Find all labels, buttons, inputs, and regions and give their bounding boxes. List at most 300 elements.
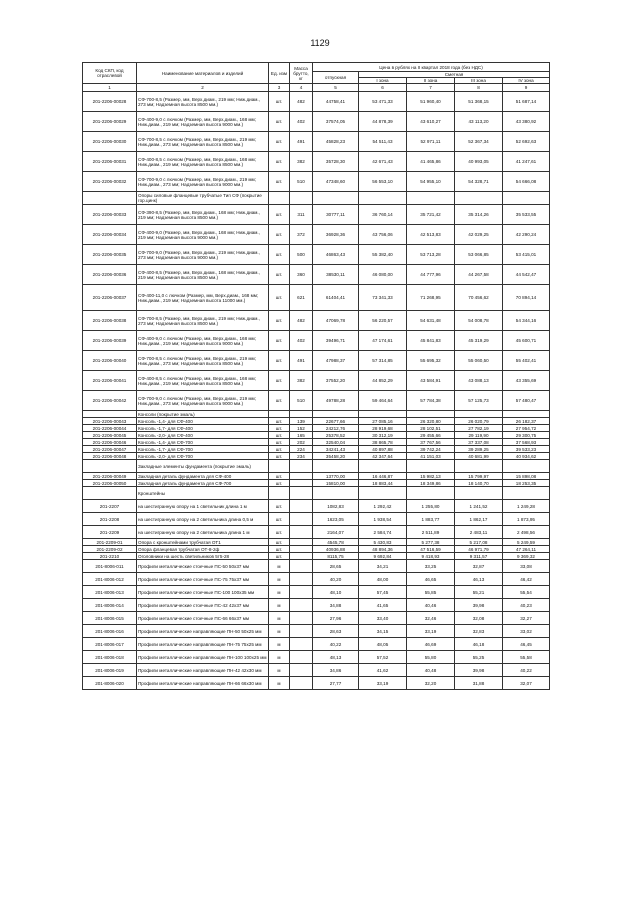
cell-release-price: 37574,05: [313, 112, 359, 132]
cell-unit: шт.: [269, 92, 290, 112]
cell-zone2-price: 54 955,10: [407, 172, 455, 192]
cell-mass: 482: [290, 92, 313, 112]
header-mass: Масса брутто, кг: [290, 63, 313, 84]
column-number: 3: [269, 84, 290, 92]
cell-mass: 402: [290, 331, 313, 351]
cell-zone4-price: 32,07: [503, 677, 550, 690]
table-row: [83, 586, 550, 599]
cell-zone2-price: 44 777,96: [407, 265, 455, 285]
cell-release-price: 40,20: [313, 573, 359, 586]
cell-zone4-price: 15 898,08: [503, 473, 550, 480]
cell-mass: [290, 500, 313, 513]
cell-zone4-price: 43 355,69: [503, 371, 550, 391]
table-row: [83, 192, 550, 205]
cell-zone2-price: 18 349,86: [407, 480, 455, 487]
cell-unit: шт.: [269, 371, 290, 391]
cell-release-price: 49788,28: [313, 391, 359, 411]
cell-zone3-price: 39,98: [455, 664, 503, 677]
cell-name: Консоли (покрытие эмаль): [137, 411, 269, 418]
cell-zone4-price: 27 954,72: [503, 425, 550, 432]
cell-code: 201-2206-00044: [83, 425, 137, 432]
cell-name: СФ-400-11,0 с лючком (Размер, мм, Верх.диам., 168 мм; Ниж.диам., 219 мм; Надземная высота 11000 мм.): [137, 285, 269, 311]
cell-name: СФ-400-8,5 (Размер, мм, Верх.диам., 168 мм; Ниж.диам., 219 мм; Надземная высота 8500 мм.): [137, 265, 269, 285]
table-row: [83, 285, 550, 311]
cell-zone2-price: 41 465,86: [407, 152, 455, 172]
table-row: [83, 432, 550, 439]
cell-mass: [290, 664, 313, 677]
cell-mass: [290, 573, 313, 586]
cell-zone1-price: 16 446,87: [359, 473, 407, 480]
cell-code: 201-2209-01: [83, 539, 137, 546]
cell-zone4-price: 40,23: [503, 599, 550, 612]
cell-unit: м: [269, 586, 290, 599]
table-row: [83, 225, 550, 245]
cell-mass: 402: [290, 112, 313, 132]
table-row: [83, 112, 550, 132]
cell-unit: м: [269, 638, 290, 651]
cell-zone2-price: 55,80: [407, 651, 455, 664]
cell-zone2-price: 55 695,32: [407, 351, 455, 371]
cell-name: Профили металлические направляющие ПН-50 50x25 мм: [137, 625, 269, 638]
cell-zone3-price: 45 319,29: [455, 331, 503, 351]
cell-zone1-price: 44 878,39: [359, 112, 407, 132]
cell-zone2-price: 57 784,38: [407, 391, 455, 411]
cell-name: Закладные элементы фундамента (покрытие эмаль): [137, 460, 269, 473]
table-row: [83, 664, 550, 677]
cell-zone4-price: 33,02: [503, 625, 550, 638]
cell-release-price: 47348,60: [313, 172, 359, 192]
cell-code: 201-2206-00032: [83, 172, 137, 192]
cell-mass: [290, 526, 313, 539]
cell-name: Закладная деталь фундамента для СФ-700: [137, 480, 269, 487]
cell-zone4-price: 40 934,62: [503, 453, 550, 460]
table-row: [83, 480, 550, 487]
cell-zone3-price: 40 993,05: [455, 152, 503, 172]
cell-zone4-price: 46,45: [503, 638, 550, 651]
cell-zone1-price: [359, 411, 407, 418]
cell-unit: шт.: [269, 439, 290, 446]
cell-zone4-price: 70 894,14: [503, 285, 550, 311]
cell-unit: шт.: [269, 425, 290, 432]
cell-zone4-price: 55,58: [503, 651, 550, 664]
cell-zone3-price: 29 119,90: [455, 432, 503, 439]
cell-zone1-price: 5 430,83: [359, 539, 407, 546]
cell-unit: шт.: [269, 453, 290, 460]
cell-zone2-price: 46,69: [407, 638, 455, 651]
cell-unit: шт.: [269, 480, 290, 487]
cell-zone1-price: 33,40: [359, 612, 407, 625]
cell-unit: м: [269, 573, 290, 586]
cell-zone2-price: 39 742,24: [407, 446, 455, 453]
cell-mass: 372: [290, 225, 313, 245]
cell-name: Профили металлические стоечные ПС-66 66x37 мм: [137, 612, 269, 625]
table-row: [83, 625, 550, 638]
cell-zone2-price: 55,85: [407, 586, 455, 599]
cell-release-price: 36928,36: [313, 225, 359, 245]
cell-zone4-price: 2 498,56: [503, 526, 550, 539]
cell-release-price: 44758,41: [313, 92, 359, 112]
table-row: [83, 351, 550, 371]
cell-code: 201-8006-020: [83, 677, 137, 690]
cell-zone1-price: 44 852,29: [359, 371, 407, 391]
cell-zone1-price: 42 671,43: [359, 152, 407, 172]
cell-zone2-price: 29 455,66: [407, 432, 455, 439]
cell-release-price: 38530,11: [313, 265, 359, 285]
cell-zone4-price: 37 568,93: [503, 439, 550, 446]
header-zone4: IV зона: [503, 78, 550, 84]
cell-code: 201-2206-00033: [83, 205, 137, 225]
cell-unit: шт.: [269, 331, 290, 351]
cell-zone2-price: 52 971,11: [407, 132, 455, 152]
table-row: [83, 331, 550, 351]
table-row: [83, 265, 550, 285]
table-row: [83, 500, 550, 513]
cell-zone4-price: [503, 192, 550, 205]
cell-release-price: 1623,05: [313, 513, 359, 526]
cell-unit: [269, 411, 290, 418]
cell-code: 201-2209-02: [83, 546, 137, 553]
table-row: [83, 612, 550, 625]
cell-zone4-price: 26 182,37: [503, 418, 550, 425]
cell-code: 201-2206-00030: [83, 132, 137, 152]
cell-unit: шт.: [269, 546, 290, 553]
cell-unit: шт.: [269, 265, 290, 285]
cell-zone1-price: 57 314,85: [359, 351, 407, 371]
cell-unit: м: [269, 677, 290, 690]
table-row: [83, 546, 550, 553]
cell-unit: м: [269, 625, 290, 638]
cell-name: Консоль -1,7- для СФ-700: [137, 446, 269, 453]
cell-mass: [290, 460, 313, 473]
table-row: [83, 453, 550, 460]
cell-name: СФ-400-8,5 с лючком (Размер, мм, Верх.диам., 168 мм; Ниж.диам., 219 мм; Надземная высота 8500 мм.): [137, 371, 269, 391]
cell-zone4-price: 52 692,63: [503, 132, 550, 152]
cell-zone1-price: 28 919,68: [359, 425, 407, 432]
cell-zone4-price: 44 542,47: [503, 265, 550, 285]
cell-zone3-price: 55,25: [455, 651, 503, 664]
cell-unit: [269, 460, 290, 473]
cell-zone2-price: 26 320,80: [407, 418, 455, 425]
cell-name: Закладная деталь фундамента для СФ-400: [137, 473, 269, 480]
cell-unit: шт.: [269, 446, 290, 453]
cell-zone4-price: 51 687,14: [503, 92, 550, 112]
cell-zone3-price: 46,13: [455, 573, 503, 586]
cell-zone3-price: 70 456,62: [455, 285, 503, 311]
cell-release-price: [313, 460, 359, 473]
cell-zone1-price: 54 511,43: [359, 132, 407, 152]
cell-zone2-price: 42 513,83: [407, 225, 455, 245]
cell-mass: 482: [290, 311, 313, 331]
cell-zone2-price: 46,65: [407, 573, 455, 586]
cell-zone2-price: 41 151,03: [407, 453, 455, 460]
cell-zone3-price: 39,98: [455, 599, 503, 612]
cell-zone1-price: 18 883,44: [359, 480, 407, 487]
cell-mass: [290, 480, 313, 487]
cell-zone3-price: 32,87: [455, 560, 503, 573]
cell-mass: 360: [290, 265, 313, 285]
cell-name: Кронштейны: [137, 487, 269, 500]
table-row: [83, 391, 550, 411]
column-number: 5: [313, 84, 359, 92]
cell-zone3-price: 42 029,25: [455, 225, 503, 245]
cell-zone4-price: 54 666,08: [503, 172, 550, 192]
cell-code: 201-8006-019: [83, 664, 137, 677]
cell-zone1-price: 9 692,84: [359, 553, 407, 560]
cell-code: 201-8006-015: [83, 612, 137, 625]
cell-mass: 202: [290, 439, 313, 446]
cell-name: на шестигранную опору на 2 светильника длина 1 м: [137, 526, 269, 539]
cell-release-price: 24212,76: [313, 425, 359, 432]
header-release: отпускная: [313, 72, 359, 84]
cell-zone4-price: 39 533,23: [503, 446, 550, 453]
cell-zone1-price: 34,15: [359, 625, 407, 638]
cell-zone4-price: 55,54: [503, 586, 550, 599]
cell-release-price: 47069,78: [313, 311, 359, 331]
cell-zone1-price: 38 865,78: [359, 439, 407, 446]
cell-code: [83, 192, 137, 205]
table-row: [83, 599, 550, 612]
cell-zone4-price: 57 480,47: [503, 391, 550, 411]
cell-code: 201-2206-00028: [83, 92, 137, 112]
cell-zone2-price: 32,46: [407, 612, 455, 625]
cell-name: Опора фланцевая трубчатая ОТ-8-2ф: [137, 546, 269, 553]
table-row: [83, 560, 550, 573]
cell-release-price: 48,13: [313, 651, 359, 664]
cell-name: СФ-400-8,5 с лючком (Размер, мм, Верх.диам., 168 мм; Ниж.диам., 219 мм; Надземная высота 8500 мм.): [137, 152, 269, 172]
cell-mass: 234: [290, 453, 313, 460]
cell-mass: 382: [290, 371, 313, 391]
cell-zone1-price: 48,00: [359, 573, 407, 586]
cell-zone2-price: [407, 411, 455, 418]
cell-mass: 510: [290, 391, 313, 411]
cell-zone1-price: 73 341,33: [359, 285, 407, 311]
cell-release-price: 46863,43: [313, 245, 359, 265]
cell-code: [83, 411, 137, 418]
cell-mass: 311: [290, 205, 313, 225]
cell-release-price: 34241,43: [313, 446, 359, 453]
cell-zone2-price: [407, 487, 455, 500]
cell-zone3-price: 18 140,70: [455, 480, 503, 487]
cell-zone4-price: 55 402,41: [503, 351, 550, 371]
cell-mass: 152: [290, 425, 313, 432]
cell-release-price: 45828,23: [313, 132, 359, 152]
cell-zone3-price: 44 267,58: [455, 265, 503, 285]
table-row: [83, 132, 550, 152]
cell-unit: м: [269, 612, 290, 625]
cell-zone3-price: 52 367,34: [455, 132, 503, 152]
cell-zone1-price: 43 756,06: [359, 225, 407, 245]
cell-zone3-price: 1 862,17: [455, 513, 503, 526]
table-row: [83, 446, 550, 453]
column-number: 7: [407, 84, 455, 92]
header-code: Код СКП, код отраслевой: [83, 63, 137, 84]
table-row: [83, 425, 550, 432]
cell-name: Консоль -1,7- для СФ-400: [137, 425, 269, 432]
cell-release-price: 32540,04: [313, 439, 359, 446]
cell-zone3-price: 31,88: [455, 677, 503, 690]
cell-mass: 382: [290, 152, 313, 172]
cell-code: 201-8006-013: [83, 586, 137, 599]
cell-zone1-price: 34,21: [359, 560, 407, 573]
cell-zone3-price: 39 289,25: [455, 446, 503, 453]
cell-unit: шт.: [269, 112, 290, 132]
cell-zone3-price: 53 066,85: [455, 245, 503, 265]
cell-zone3-price: 46 971,79: [455, 546, 503, 553]
cell-zone1-price: 59 464,64: [359, 391, 407, 411]
cell-zone3-price: 15 799,97: [455, 473, 503, 480]
header-estimate: Сметная: [359, 72, 550, 78]
cell-name: Профили металлические направляющие ПН-42 42x30 мм: [137, 664, 269, 677]
header-name: Наименование материалов и изделий: [137, 63, 269, 84]
cell-zone3-price: 9 311,57: [455, 553, 503, 560]
cell-release-price: 4545,78: [313, 539, 359, 546]
cell-release-price: 61404,41: [313, 285, 359, 311]
cell-mass: [290, 553, 313, 560]
cell-zone4-price: 45 600,71: [503, 331, 550, 351]
cell-zone3-price: 40 681,99: [455, 453, 503, 460]
cell-name: Профили металлические стоечные ПС-50 50x37 мм: [137, 560, 269, 573]
cell-mass: [290, 612, 313, 625]
cell-code: [83, 487, 137, 500]
cell-code: 201-2206-00029: [83, 112, 137, 132]
cell-unit: [269, 487, 290, 500]
table-row: [83, 152, 550, 172]
cell-zone4-price: 29 300,75: [503, 432, 550, 439]
cell-name: Консоль -1,4- для СФ-700: [137, 439, 269, 446]
cell-zone2-price: 2 511,89: [407, 526, 455, 539]
cell-zone3-price: 43 088,13: [455, 371, 503, 391]
cell-name: Профили металлические направляющие ПН-100 100x25 мм: [137, 651, 269, 664]
cell-code: 201-2207: [83, 500, 137, 513]
cell-mass: [290, 487, 313, 500]
table-row: [83, 172, 550, 192]
cell-unit: шт.: [269, 500, 290, 513]
cell-release-price: 22677,66: [313, 418, 359, 425]
page-number: 1129: [310, 38, 330, 48]
cell-mass: 621: [290, 285, 313, 311]
cell-zone3-price: [455, 460, 503, 473]
cell-code: 201-8006-014: [83, 599, 137, 612]
cell-code: 201-2206-00037: [83, 285, 137, 311]
cell-name: СФ-700-8,5 (Размер, мм, Верх.диам., 219 мм; Ниж.диам., 273 мм; Надземная высота 8500 мм.): [137, 92, 269, 112]
cell-unit: шт.: [269, 473, 290, 480]
table-row: [83, 411, 550, 418]
cell-zone4-price: 40,22: [503, 664, 550, 677]
cell-zone1-price: 53 471,33: [359, 92, 407, 112]
cell-zone4-price: 18 253,35: [503, 480, 550, 487]
cell-zone2-price: 37 767,56: [407, 439, 455, 446]
cell-zone3-price: 27 782,19: [455, 425, 503, 432]
cell-zone2-price: 51 960,40: [407, 92, 455, 112]
table-row: [83, 205, 550, 225]
cell-zone4-price: [503, 411, 550, 418]
cell-name: СФ-700-9,0 с лючком (Размер, мм, Верх.диам., 219 мм; Ниж.диам., 273 мм; Надземная высота 9000 мм.): [137, 172, 269, 192]
cell-zone4-price: 1 873,95: [503, 513, 550, 526]
cell-mass: [290, 192, 313, 205]
cell-zone2-price: 1 255,80: [407, 500, 455, 513]
cell-zone4-price: [503, 487, 550, 500]
cell-code: 201-2206-00047: [83, 446, 137, 453]
cell-code: 201-2206-00042: [83, 391, 137, 411]
column-number: 4: [290, 84, 313, 92]
cell-zone4-price: 35 533,55: [503, 205, 550, 225]
cell-zone3-price: 32,08: [455, 612, 503, 625]
cell-zone4-price: 47 264,11: [503, 546, 550, 553]
cell-unit: шт.: [269, 418, 290, 425]
cell-unit: шт.: [269, 432, 290, 439]
cell-release-price: 39496,71: [313, 331, 359, 351]
cell-name: СФ-700-9,0 с лючком (Размер, мм, Верх.диам., 219 мм; Ниж.диам., 273 мм; Надземная высота 9000 мм.): [137, 391, 269, 411]
cell-zone3-price: 54 328,71: [455, 172, 503, 192]
header-zone1: I зона: [359, 78, 407, 84]
cell-zone1-price: [359, 460, 407, 473]
header-unit: Ед. изм: [269, 63, 290, 84]
cell-unit: шт.: [269, 539, 290, 546]
cell-zone2-price: 9 418,93: [407, 553, 455, 560]
table-row: [83, 460, 550, 473]
cell-name: Профили металлические стоечные ПС-100 100x35 мм: [137, 586, 269, 599]
table-row: [83, 638, 550, 651]
cell-zone1-price: 55 382,40: [359, 245, 407, 265]
cell-release-price: [313, 487, 359, 500]
column-number: 6: [359, 84, 407, 92]
cell-name: СФ-700-8,5 с лючком (Размер, мм, Верх.диам., 219 мм; Ниж.диам., 273 мм; Надземная высота 8500 мм.): [137, 351, 269, 371]
cell-mass: 224: [290, 446, 313, 453]
cell-mass: 491: [290, 351, 313, 371]
cell-release-price: 35728,30: [313, 152, 359, 172]
cell-code: 201-8006-016: [83, 625, 137, 638]
cell-zone1-price: 41,65: [359, 599, 407, 612]
cell-release-price: 48,10: [313, 586, 359, 599]
cell-zone3-price: 35 314,26: [455, 205, 503, 225]
cell-name: Консоль -2,0- для СФ-400: [137, 432, 269, 439]
table-row: [83, 487, 550, 500]
cell-code: 201-8006-011: [83, 560, 137, 573]
cell-name: СФ-700-8,5 (Размер, мм, Верх.диам., 219 мм; Ниж.диам., 273 мм; Надземная высота 8500 мм.): [137, 311, 269, 331]
cell-code: 201-8006-012: [83, 573, 137, 586]
cell-zone1-price: 2 584,74: [359, 526, 407, 539]
cell-name: Профили металлические направляющие ПН-75 75x25 мм: [137, 638, 269, 651]
cell-zone3-price: [455, 192, 503, 205]
column-number: 2: [137, 84, 269, 92]
cell-code: 201-2206-00043: [83, 418, 137, 425]
cell-zone4-price: [503, 460, 550, 473]
cell-mass: [290, 411, 313, 418]
cell-name: Профили металлические стоечные ПС-42 42x37 мм: [137, 599, 269, 612]
column-number: 1: [83, 84, 137, 92]
cell-code: 201-2206-00031: [83, 152, 137, 172]
cell-mass: [290, 651, 313, 664]
cell-zone1-price: 33,19: [359, 677, 407, 690]
cell-name: Профили металлические стоечные ПС-75 75x37 мм: [137, 573, 269, 586]
cell-zone1-price: 56 220,57: [359, 311, 407, 331]
cell-zone2-price: 1 883,77: [407, 513, 455, 526]
cell-release-price: 40,22: [313, 638, 359, 651]
cell-zone2-price: 43 584,91: [407, 371, 455, 391]
cell-name: Консоль -1,4- для СФ-400: [137, 418, 269, 425]
cell-name: СФ-400-9,0 (Размер, мм, Верх.диам., 168 мм; Ниж.диам., 219 мм; Надземная высота 9000 мм.): [137, 225, 269, 245]
cell-unit: шт.: [269, 225, 290, 245]
cell-unit: шт.: [269, 513, 290, 526]
cell-mass: [290, 560, 313, 573]
cell-code: [83, 460, 137, 473]
cell-code: 201-8006-017: [83, 638, 137, 651]
cell-zone1-price: 56 553,10: [359, 172, 407, 192]
cell-zone3-price: 51 368,15: [455, 92, 503, 112]
cell-release-price: 47988,37: [313, 351, 359, 371]
cell-zone1-price: 1 938,54: [359, 513, 407, 526]
cell-unit: шт.: [269, 351, 290, 371]
